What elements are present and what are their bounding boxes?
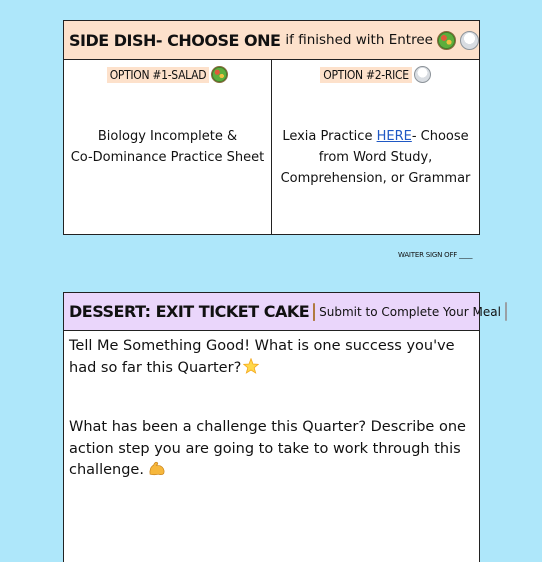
option-1-body (68, 126, 267, 168)
option-1-body-line-1: Biology Incomplete & (97, 129, 238, 144)
muscle-icon (148, 460, 166, 476)
option-2-body (276, 126, 475, 189)
option-2-label: OPTION #2-RICE (320, 67, 411, 83)
success-prompt-text: Tell Me Something Good! What is one success you've had so far this Quarter? (69, 338, 455, 376)
option-2-cell (271, 60, 479, 235)
salad-icon (437, 31, 456, 50)
option-1-cell (64, 60, 271, 235)
dessert-title: DESSERT: EXIT TICKET CAKE (69, 302, 310, 321)
option-2-body-prefix: Lexia Practice (282, 129, 377, 144)
side-dish-subtitle: if finished with Entree (285, 32, 433, 48)
side-dish-header (64, 21, 479, 60)
rice-icon (460, 31, 479, 50)
side-dish-options (64, 60, 479, 235)
lexia-practice-link[interactable]: HERE (376, 129, 412, 144)
success-prompt (69, 336, 471, 379)
option-1-label: OPTION #1-SALAD (107, 67, 210, 83)
salad-icon (211, 66, 228, 83)
rice-icon (414, 66, 431, 83)
dessert-panel (63, 292, 501, 562)
option-2-label-wrap (272, 66, 479, 84)
challenge-prompt-text: What has been a challenge this Quarter? Describe one action step you are going to take to work through this challenge. (69, 419, 466, 478)
option-2-body-suffix: - Choose from Word Study, Comprehension, or Grammar (280, 129, 471, 186)
plate-icon (505, 302, 507, 321)
dessert-subtitle: Submit to Complete Your Meal (319, 304, 501, 319)
option-1-body-line-2: Co-Dominance Practice Sheet (70, 150, 265, 165)
option-1-label-wrap (64, 66, 271, 84)
star-icon (243, 358, 259, 374)
side-dish-title: SIDE DISH- CHOOSE ONE (69, 30, 281, 50)
dessert-header (64, 293, 501, 331)
waiter-sign-off: WAITER SIGN OFF ____ (398, 251, 473, 259)
side-dish-panel (63, 20, 480, 235)
cake-icon (313, 303, 315, 321)
challenge-prompt (69, 417, 471, 482)
